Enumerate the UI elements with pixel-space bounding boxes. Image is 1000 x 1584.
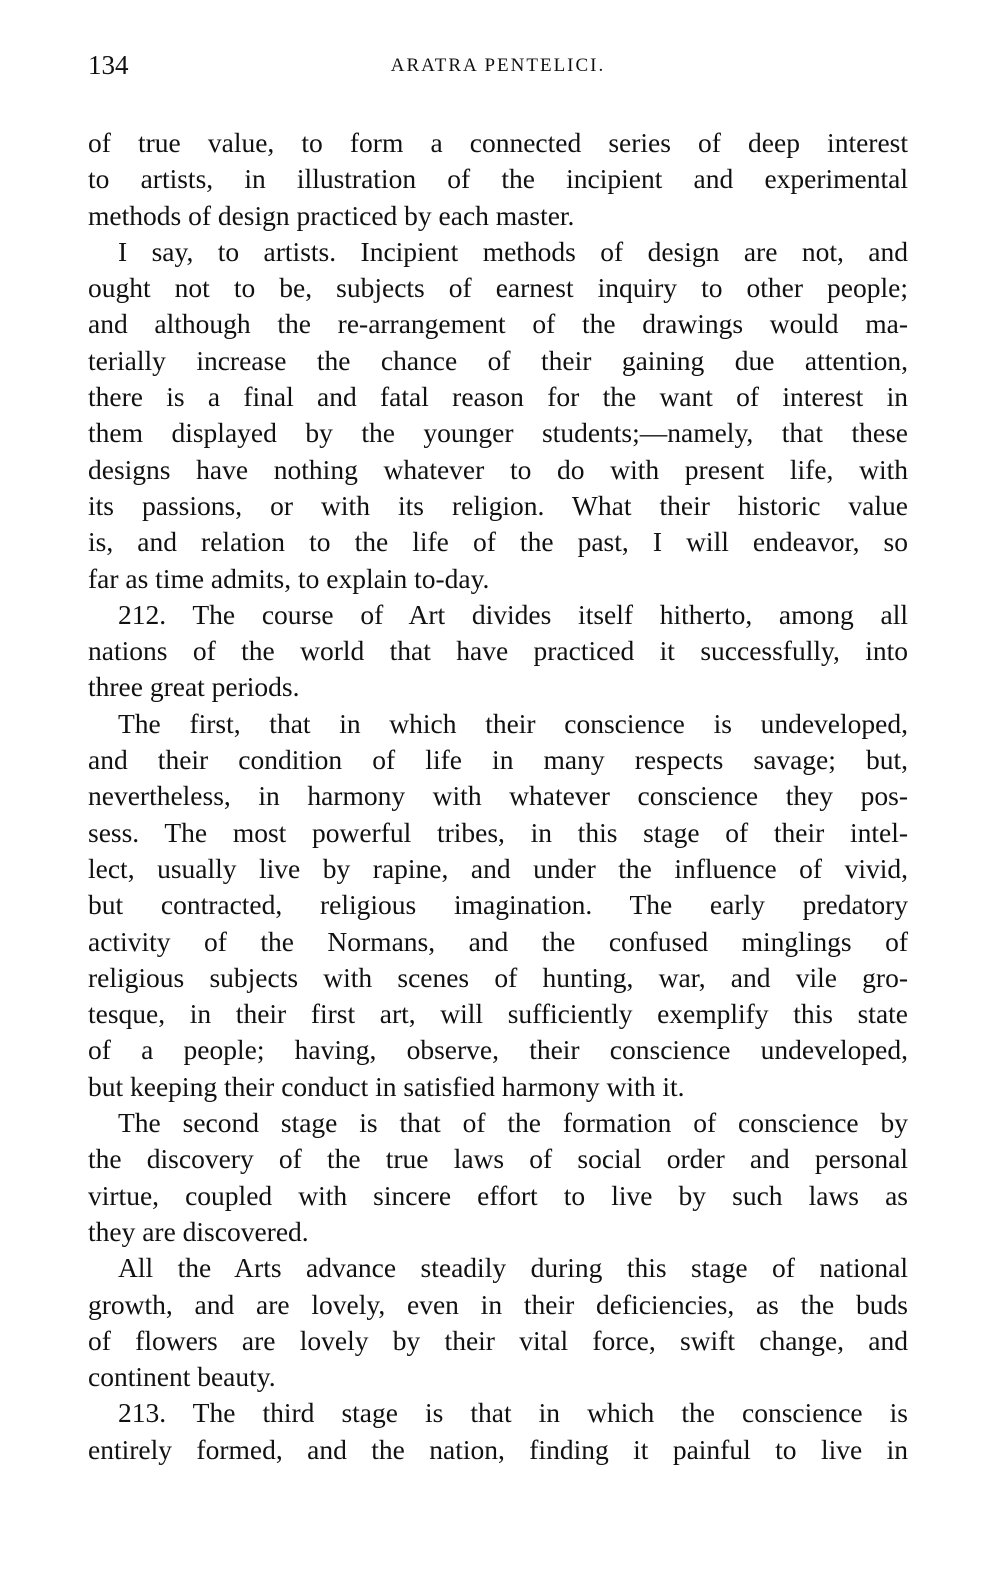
text-line: terially increase the chance of their gaining due attention, bbox=[88, 344, 908, 376]
text-line: religious subjects with scenes of hunting, war, and vile gro- bbox=[88, 961, 908, 993]
text-line: its passions, or with its religion. What their historic value bbox=[88, 489, 908, 521]
text-line: to artists, in illustration of the incipient and experimental bbox=[88, 163, 908, 195]
text-line: but keeping their conduct in satisfied harmony with it. bbox=[88, 1070, 685, 1102]
text-line: far as time admits, to explain to-day. bbox=[88, 562, 490, 594]
body-text bbox=[88, 125, 908, 1468]
text-line: All the Arts advance steadily during this stage of national bbox=[118, 1252, 908, 1284]
text-line: lect, usually live by rapine, and under the influence of vivid, bbox=[88, 852, 908, 884]
page-number: 134 bbox=[88, 50, 129, 80]
text-line: entirely formed, and the nation, finding it painful to live in bbox=[88, 1433, 908, 1465]
text-line: 212. The course of Art divides itself hitherto, among all bbox=[118, 598, 908, 630]
text-line: methods of design practiced by each master. bbox=[88, 199, 575, 231]
text-line: designs have nothing whatever to do with present life, with bbox=[88, 453, 908, 485]
text-line: is, and relation to the life of the past, I will endeavor, so bbox=[88, 526, 908, 558]
text-line: of flowers are lovely by their vital force, swift change, and bbox=[88, 1324, 908, 1356]
paragraph bbox=[88, 1250, 908, 1395]
text-line: growth, and are lovely, even in their deficiencies, as the buds bbox=[88, 1288, 908, 1320]
text-line: sess. The most powerful tribes, in this stage of their intel- bbox=[88, 816, 908, 848]
text-line: of a people; having, observe, their conscience undeveloped, bbox=[88, 1034, 908, 1066]
text-line: The first, that in which their conscience is undeveloped, bbox=[118, 707, 908, 739]
text-line: three great periods. bbox=[88, 671, 300, 703]
paragraph bbox=[88, 1395, 908, 1468]
text-line: and their condition of life in many respects savage; but, bbox=[88, 744, 908, 776]
text-line: them displayed by the younger students;—namely, that these bbox=[88, 417, 908, 449]
text-line: they are discovered. bbox=[88, 1215, 309, 1247]
text-line: The second stage is that of the formation of conscience by bbox=[118, 1107, 908, 1139]
text-line: tesque, in their first art, will sufficiently exemplify this state bbox=[88, 998, 908, 1030]
page-header bbox=[88, 50, 908, 86]
paragraph bbox=[88, 125, 908, 234]
text-line: virtue, coupled with sincere effort to live by such laws as bbox=[88, 1179, 908, 1211]
text-line: activity of the Normans, and the confused minglings of bbox=[88, 925, 908, 957]
paragraph bbox=[88, 234, 908, 597]
paragraph bbox=[88, 597, 908, 706]
text-line: continent beauty. bbox=[88, 1361, 276, 1393]
text-line: and although the re-arrangement of the drawings would ma- bbox=[88, 308, 908, 340]
text-line: of true value, to form a connected series of deep interest bbox=[88, 127, 908, 158]
text-line: there is a final and fatal reason for the want of interest in bbox=[88, 381, 908, 413]
text-line: I say, to artists. Incipient methods of design are not, and bbox=[118, 235, 908, 267]
text-line: nevertheless, in harmony with whatever conscience they pos- bbox=[88, 780, 908, 812]
running-title: ARATRA PENTELICI. bbox=[390, 55, 606, 76]
text-line: nations of the world that have practiced it successfully, into bbox=[88, 635, 908, 667]
text-line: ought not to be, subjects of earnest inquiry to other people; bbox=[88, 272, 908, 304]
text-line: but contracted, religious imagination. The early predatory bbox=[88, 889, 908, 921]
text-line: the discovery of the true laws of social order and personal bbox=[88, 1143, 908, 1175]
text-line: 213. The third stage is that in which the conscience is bbox=[118, 1397, 908, 1429]
paragraph bbox=[88, 1105, 908, 1250]
paragraph bbox=[88, 706, 908, 1105]
